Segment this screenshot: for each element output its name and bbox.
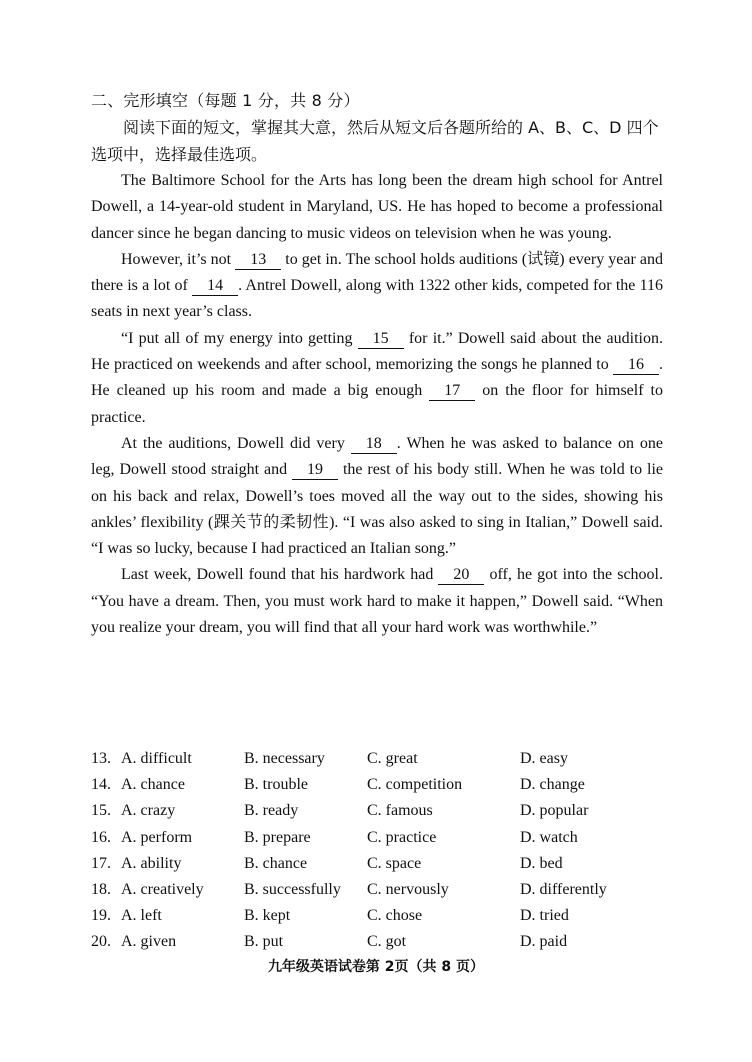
question-number: 14. <box>91 776 111 794</box>
option-c: C. space <box>367 854 422 872</box>
option-a: A. left <box>121 907 162 925</box>
question-number: 13. <box>91 750 111 768</box>
text: “I put all of my energy into getting <box>121 329 358 347</box>
option-c: C. got <box>367 933 407 951</box>
option-b: B. put <box>244 933 284 951</box>
text: to get in. The school holds auditions (试镜) every year and there is a lot of <box>91 250 663 295</box>
option-c: C. competition <box>367 776 463 794</box>
option-c: C. chose <box>367 907 423 925</box>
option-d: D. differently <box>520 881 607 899</box>
option-d: D. watch <box>520 828 578 846</box>
question-number: 19. <box>91 907 111 925</box>
option-d: D. bed <box>520 854 563 872</box>
option-row <box>91 877 663 903</box>
blank-18: 18 <box>351 435 397 454</box>
paragraph-2 <box>91 247 663 326</box>
option-b: B. chance <box>244 854 308 872</box>
option-row <box>91 851 663 877</box>
text: . He cleaned up his room and made a big enough <box>91 356 663 400</box>
option-b: B. ready <box>244 802 299 820</box>
option-c: C. great <box>367 750 418 768</box>
section-title: 二、完形填空（每题 1 分，共 8 分） <box>91 91 360 110</box>
text: At the auditions, Dowell did very <box>121 434 351 452</box>
blank-13: 13 <box>235 251 281 270</box>
blank-17: 17 <box>429 382 475 401</box>
text: However, it’s not <box>121 250 236 268</box>
blank-14: 14 <box>192 277 238 296</box>
option-c: C. famous <box>367 802 433 820</box>
option-d: D. easy <box>520 750 568 768</box>
option-a: A. perform <box>121 828 193 846</box>
option-b: B. prepare <box>244 828 311 846</box>
paragraph-4 <box>91 431 663 562</box>
option-b: B. kept <box>244 907 291 925</box>
question-number: 17. <box>91 854 111 872</box>
blank-16: 16 <box>613 356 659 375</box>
option-row <box>91 798 663 824</box>
text: Last week, Dowell found that his hardwork had <box>121 566 439 584</box>
option-d: D. popular <box>520 802 589 820</box>
option-a: A. ability <box>121 854 182 872</box>
option-b: B. necessary <box>244 750 325 768</box>
option-a: A. given <box>121 933 177 951</box>
text: . When he was asked to balance on one leg, Dowell stood straight and <box>91 434 663 479</box>
option-a: A. chance <box>121 776 185 794</box>
option-d: D. tried <box>520 907 569 925</box>
blank-15: 15 <box>358 330 404 349</box>
option-row <box>91 772 663 798</box>
text: . Antrel Dowell, along with 1322 other kids, competed for the 116 seats in next year’s class. <box>91 277 664 321</box>
text: on the floor for himself to practice. <box>91 382 663 426</box>
question-number: 16. <box>91 828 111 846</box>
option-row <box>91 903 663 929</box>
text: for it.” Dowell said about the audition. He practiced on weekends and after school, memorizing the songs he planned to <box>91 329 663 374</box>
option-b: B. trouble <box>244 776 308 794</box>
paragraph-3 <box>91 326 663 431</box>
cloze-passage <box>91 168 663 641</box>
option-c: C. practice <box>367 828 437 846</box>
blank-19: 19 <box>292 461 338 480</box>
option-a: A. difficult <box>121 750 192 768</box>
answer-options <box>91 746 663 956</box>
question-number: 20. <box>91 933 111 951</box>
option-a: A. crazy <box>121 802 176 820</box>
paragraph-5 <box>91 562 663 641</box>
option-b: B. successfully <box>244 881 341 899</box>
text: off, he got into the school. “You have a dream. Then, you must work hard to make it happen,” Dowell said. “When you realize your dream, you will find that all your hard work was worthwhile.” <box>91 566 664 637</box>
question-number: 15. <box>91 802 111 820</box>
option-d: D. paid <box>520 933 568 951</box>
option-a: A. creatively <box>121 881 204 899</box>
page-footer: 九年级英语试卷第 2页（共 8 页） <box>267 959 485 975</box>
option-d: D. change <box>520 776 585 794</box>
section-instruction: 阅读下面的短文，掌握其大意，然后从短文后各题所给的 A、B、C、D 四个选项中，选择最佳选项。 <box>91 118 659 164</box>
question-number: 18. <box>91 881 111 899</box>
option-row <box>91 746 663 772</box>
text: the rest of his body still. When he was told to lie on his back and relax, Dowell’s toes moved all the way out to the sides, showing his ankles’ flexibility (踝关节的柔韧性). “I was also asked to sing in Italian,” Dowell said. “I was so lucky, because I had practiced an Italian song.” <box>91 461 663 558</box>
option-row <box>91 929 663 955</box>
option-c: C. nervously <box>367 881 449 899</box>
option-row <box>91 825 663 851</box>
paragraph-1: The Baltimore School for the Arts has long been the dream high school for Antrel Dowell, a 14-year-old student in Maryland, US. He has hoped to become a professional dancer since he began dancing to music videos on television when he was young. <box>91 172 663 242</box>
blank-20: 20 <box>438 566 484 585</box>
